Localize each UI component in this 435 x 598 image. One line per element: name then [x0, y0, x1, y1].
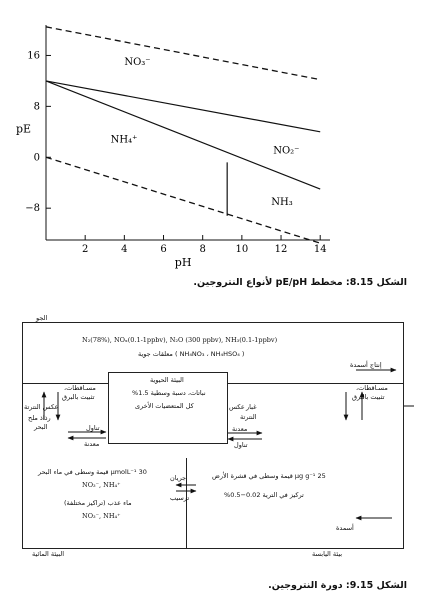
sea-spray-label-2: البحر — [34, 423, 48, 431]
freshwater-species: NO₃⁻, NH₄⁺ — [82, 512, 121, 520]
x-tick-label: 2 — [81, 244, 89, 255]
region-label-no3: NO₃⁻ — [124, 57, 151, 68]
seawater-concentration: 30 μmolL⁻¹ قيمة وسطى في ماء البحر — [38, 468, 147, 476]
nitrification-label: النترتة — [240, 413, 257, 421]
region-label-no2: NO₂⁻ — [273, 145, 300, 157]
atmosphere-aerosols: ( NH₄NO₃ ، NH₄HSO₄ ) معلقات جوية — [138, 350, 245, 358]
seawater-species: NO₃⁻, NH₄⁺ — [82, 481, 121, 489]
soil-concentration: تركيز في الترية 0.02−0.5% — [224, 491, 304, 499]
right-lightning-label: تثبيت بالبرق — [352, 393, 385, 401]
figure-8-15-caption: الشكل 8.15: مخطط pE/pH لأنواع النتروجين. — [193, 277, 407, 288]
region-label-nh4: NH₄⁺ — [110, 134, 138, 146]
pe-ph-chart — [0, 0, 435, 275]
left-intake-label: تناول — [86, 424, 100, 432]
marine-environment-label: البيئة المائية — [32, 550, 65, 558]
y-axis-label: pE — [16, 122, 32, 136]
boundary-line-3 — [46, 81, 320, 189]
x-tick-label: 14 — [313, 244, 327, 255]
x-tick-label: 6 — [160, 244, 167, 255]
crust-concentration: 25 μg g⁻¹ قيمة وسطى في قشرة الأرض — [212, 472, 326, 480]
y-tick-label: 0 — [33, 152, 40, 164]
right-reverse-label: عكس — [229, 403, 245, 411]
figure-9-15-caption: الشكل 9.15: دورة النتروجين. — [268, 580, 407, 591]
x-tick-label: 10 — [235, 244, 249, 255]
y-tick-label: −8 — [25, 203, 40, 215]
atmosphere-label: الجو — [36, 314, 48, 322]
biosphere-organisms: كل المتعضيات الأخرى — [135, 402, 194, 410]
right-mineralization-label: معدنة — [232, 425, 248, 433]
left-denitrification-label: عكس النترتة — [24, 403, 59, 411]
fertilizers-label: أسمدة — [336, 524, 354, 532]
x-tick-label: 4 — [121, 244, 128, 255]
region-label-nh3: NH₃ — [271, 197, 293, 208]
dust-label: غبار — [246, 403, 257, 411]
y-tick-label: 16 — [27, 50, 40, 62]
x-tick-label: 12 — [274, 244, 288, 255]
right-intake-label: تناول — [234, 441, 248, 449]
right-precipitation-label: مسـاقطات، — [356, 384, 388, 392]
x-axis-label: pH — [174, 256, 192, 269]
left-lightning-label: تثبيت بالبرق — [62, 393, 95, 401]
sedimentation-label: ترسيب — [170, 494, 190, 502]
left-mineralization-label: معدنة — [84, 440, 100, 448]
runoff-label: جريان — [170, 474, 187, 482]
sea-spray-label-1: رذاذ ملح — [28, 414, 51, 422]
left-precipitation-label: مسـاقطات، — [64, 384, 96, 392]
biosphere-title: البيئة الحيوية — [150, 376, 184, 384]
y-tick-label: 8 — [33, 101, 40, 113]
land-environment-label: بيئة اليابسة — [312, 550, 343, 558]
freshwater-concentration: ماء عذب (تراكيز مختلفة) — [64, 499, 132, 507]
cycle-arrows — [0, 300, 435, 570]
x-tick-label: 8 — [199, 244, 206, 255]
fertilizer-production-label: إنتاج أسمدة — [350, 361, 382, 369]
boundary-line-2 — [46, 81, 320, 132]
boundary-line-1 — [46, 27, 320, 80]
biosphere-plants: نباتات، دسبة وسطية 1.5% — [132, 389, 206, 397]
atmosphere-composition: N₂(78%), NOₓ(0.1-1ppbv), N₂O (300 ppbv), NH₃(0.1-1ppbv) — [82, 336, 278, 344]
